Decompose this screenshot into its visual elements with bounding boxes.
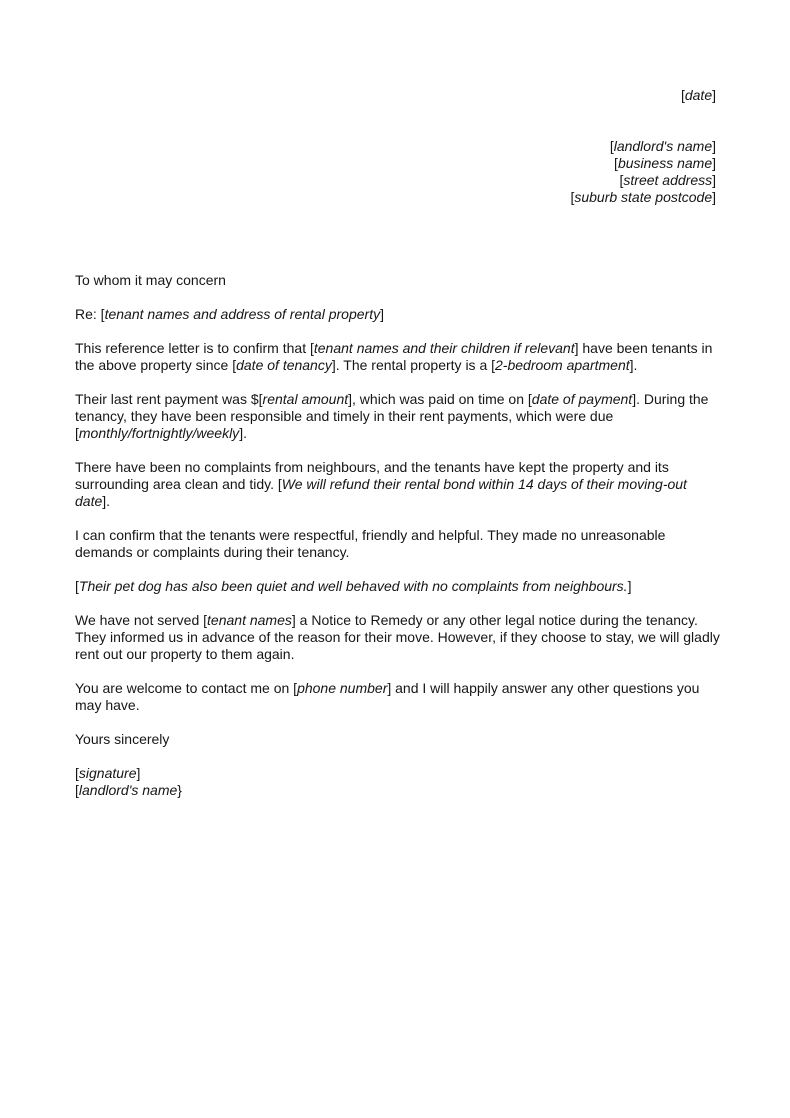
text-segment: There have been no complaints from neighbours, and the tenants have kept the property and its surrounding area clean and tidy. [ bbox=[75, 459, 669, 492]
text-segment: [ bbox=[680, 87, 685, 103]
placeholder-text: 2-bedroom apartment bbox=[495, 357, 630, 373]
text-segment: ] bbox=[712, 138, 716, 154]
placeholder-text: signature bbox=[78, 765, 137, 781]
text-segment: ] and I will happily answer any other questions you may have. bbox=[75, 680, 700, 713]
text-segment: ] bbox=[627, 578, 632, 594]
text-segment: ] bbox=[712, 87, 716, 103]
text-segment: ] bbox=[712, 172, 716, 188]
text-segment: We have not served [ bbox=[75, 612, 208, 628]
text-segment: ] have been tenants in the above property since [ bbox=[75, 340, 713, 373]
text-segment: [ bbox=[614, 155, 618, 171]
paragraph bbox=[75, 612, 721, 663]
paragraph bbox=[75, 578, 721, 595]
placeholder-text: tenant names and their children if relevant bbox=[313, 340, 575, 356]
sender-block bbox=[0, 0, 790, 206]
text-segment: Re: [ bbox=[75, 306, 105, 322]
text-segment: I can confirm that the tenants were respectful, friendly and helpful. They made no unreasonable demands or complaints during their tenancy. bbox=[75, 527, 666, 560]
text-segment: ]. The rental property is a [ bbox=[331, 357, 496, 373]
landlord-name-sign-line bbox=[75, 782, 721, 799]
placeholder-text: street address bbox=[623, 172, 713, 188]
placeholder-text: rental amount bbox=[262, 391, 349, 407]
placeholder-text: date of payment bbox=[531, 391, 633, 407]
placeholder-text: landlord's name bbox=[613, 138, 713, 154]
text-segment: [ bbox=[570, 189, 575, 205]
text-segment: ] bbox=[136, 765, 141, 781]
text-segment: ], which was paid on time on [ bbox=[348, 391, 532, 407]
paragraph bbox=[75, 680, 721, 714]
placeholder-text: date bbox=[684, 87, 713, 103]
text-segment: This reference letter is to confirm that [ bbox=[75, 340, 314, 356]
street-address-line bbox=[0, 172, 716, 189]
business-name-line bbox=[0, 155, 716, 172]
text-segment: } bbox=[177, 782, 182, 798]
text-segment: ] a Notice to Remedy or any other legal notice during the tenancy. They informed us in advance of the reason for their move. However, if they choose to stay, we will gladly rent out our property to them again. bbox=[75, 612, 720, 662]
signature-line bbox=[75, 765, 721, 782]
letter-paragraphs bbox=[75, 272, 721, 748]
placeholder-text: tenant names and address of rental property bbox=[104, 306, 381, 322]
text-segment: You are welcome to contact me on [ bbox=[75, 680, 298, 696]
paragraph bbox=[75, 272, 721, 289]
sender-gap bbox=[0, 104, 716, 138]
signature-block bbox=[75, 765, 721, 799]
paragraph bbox=[75, 731, 721, 748]
text-segment: ] bbox=[712, 189, 716, 205]
placeholder-text: suburb state postcode bbox=[574, 189, 713, 205]
text-segment: ] bbox=[712, 155, 716, 171]
placeholder-text: business name bbox=[617, 155, 713, 171]
text-segment: ] bbox=[380, 306, 384, 322]
text-segment: To whom it may concern bbox=[75, 272, 226, 288]
paragraph bbox=[75, 527, 721, 561]
text-segment: [ bbox=[609, 138, 614, 154]
paragraph bbox=[75, 391, 721, 442]
placeholder-text: phone number bbox=[297, 680, 388, 696]
text-segment: ]. bbox=[102, 493, 111, 509]
placeholder-text: We will refund their rental bond within 14 days of their moving-out date bbox=[75, 476, 687, 509]
text-segment: ]. bbox=[629, 357, 638, 373]
landlord-name-line bbox=[0, 138, 716, 155]
suburb-state-postcode-line bbox=[0, 189, 716, 206]
text-segment: [ bbox=[75, 578, 79, 594]
text-segment: [ bbox=[619, 172, 624, 188]
text-segment: Yours sincerely bbox=[75, 731, 170, 747]
text-segment: [ bbox=[75, 765, 79, 781]
text-segment: ]. During the tenancy, they have been responsible and timely in their rent payments, which were due [ bbox=[75, 391, 709, 441]
placeholder-text: Their pet dog has also been quiet and well behaved with no complaints from neighbours. bbox=[78, 578, 628, 594]
date-line bbox=[0, 87, 716, 104]
paragraph bbox=[75, 459, 721, 510]
placeholder-text: tenant names bbox=[207, 612, 292, 628]
placeholder-text: monthly/fortnightly/weekly bbox=[78, 425, 240, 441]
text-segment: ]. bbox=[239, 425, 247, 441]
paragraph bbox=[75, 340, 721, 374]
text-segment: [ bbox=[75, 782, 79, 798]
paragraph bbox=[75, 306, 721, 323]
placeholder-text: landlord's name bbox=[78, 782, 178, 798]
placeholder-text: date of tenancy bbox=[236, 357, 332, 373]
letter-body bbox=[75, 272, 721, 799]
text-segment: Their last rent payment was $[ bbox=[75, 391, 263, 407]
